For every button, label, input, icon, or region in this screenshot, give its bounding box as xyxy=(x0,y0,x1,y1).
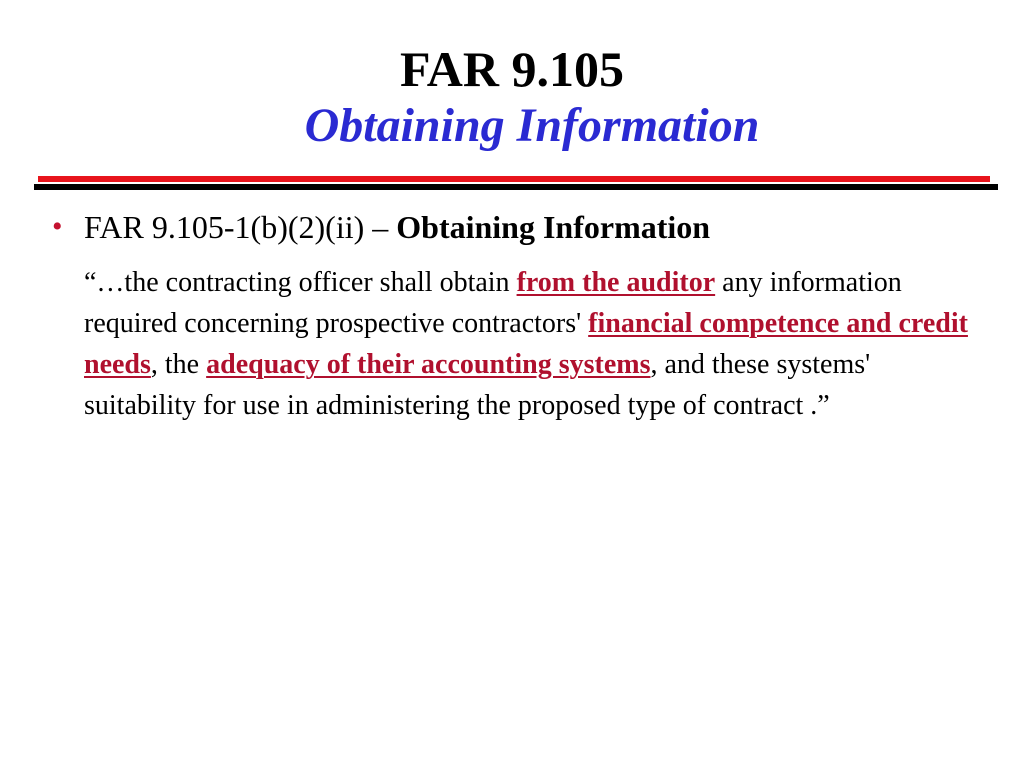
quote-part-1: “…the contracting officer shall obtain xyxy=(84,267,517,298)
black-divider xyxy=(34,184,998,190)
bullet-reference: FAR 9.105-1(b)(2)(ii) – xyxy=(84,209,397,245)
bullet-dot-icon: • xyxy=(52,210,63,243)
quote-part-3: , the xyxy=(150,349,207,380)
highlight-financial-competence: financial competence and credit needs xyxy=(84,308,968,380)
slide-subtitle: Obtaining Information xyxy=(304,99,760,152)
highlight-accounting-systems: adequacy of their accounting systems xyxy=(206,349,651,380)
bullet-heading xyxy=(84,206,710,248)
slide-title-block xyxy=(0,40,1024,154)
quote-part-2: any information required concerning prospective contractors' xyxy=(84,267,902,339)
regulation-quote xyxy=(84,262,974,426)
highlight-from-the-auditor: from the auditor xyxy=(516,267,716,298)
quote-part-4: , and these systems' suitability for use in administering the proposed type of contract .” xyxy=(84,349,871,421)
slide-title: FAR 9.105 xyxy=(399,41,625,97)
bullet-heading-bold: Obtaining Information xyxy=(396,209,711,245)
red-divider xyxy=(38,176,990,182)
